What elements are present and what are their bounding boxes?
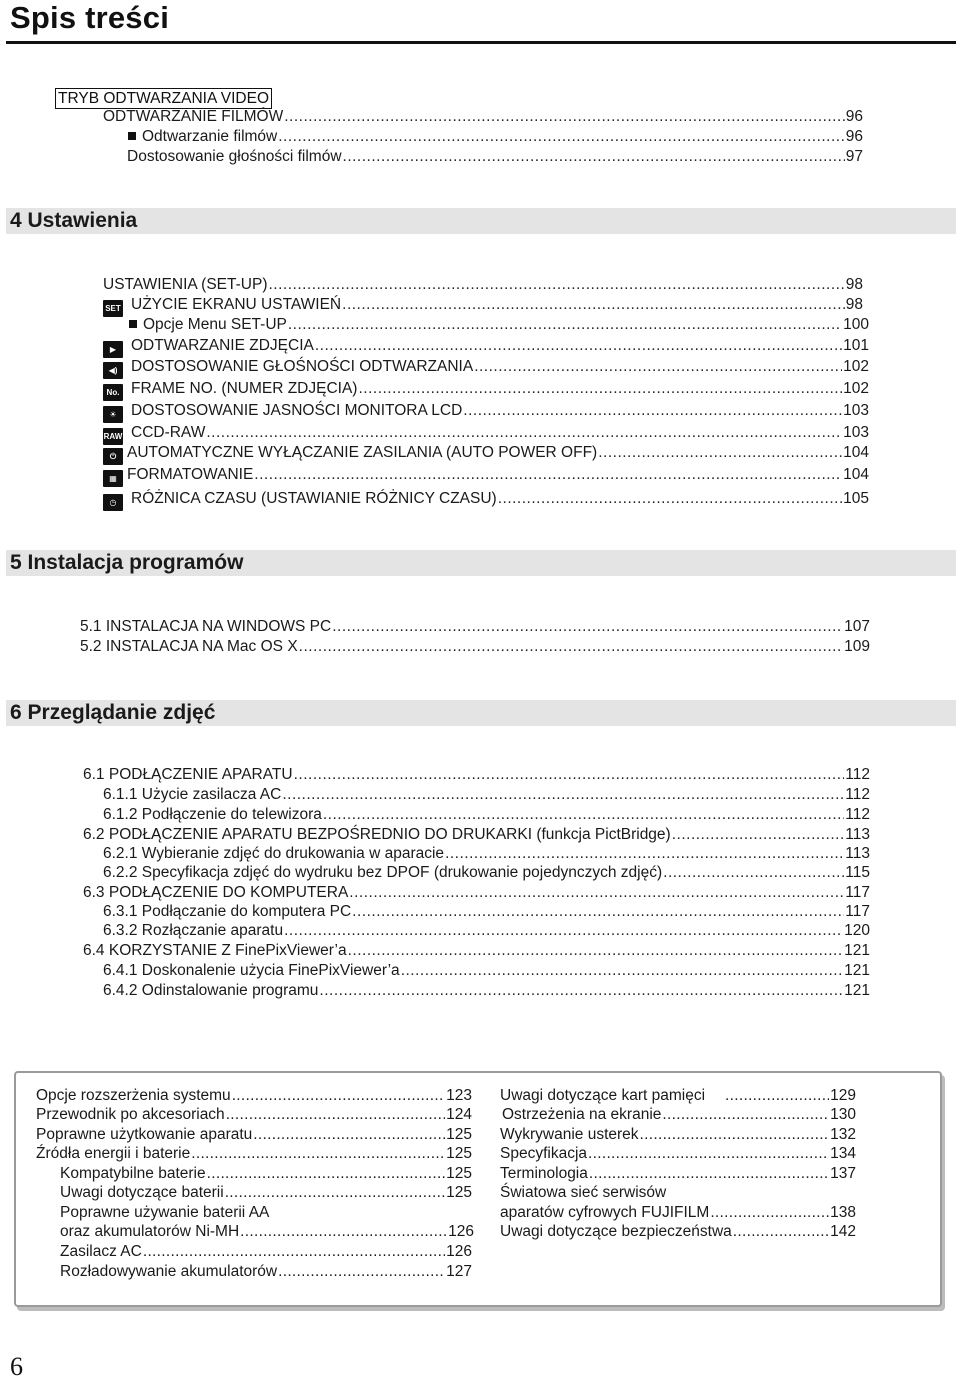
time-difference-icon: ◷ bbox=[103, 494, 123, 511]
toc-entry-page: 112 bbox=[845, 766, 870, 783]
appendix-box bbox=[14, 1071, 942, 1307]
appendix-entry-label: Wykrywanie usterek bbox=[500, 1126, 639, 1143]
title-divider bbox=[6, 41, 956, 44]
playback-icon: ▶ bbox=[103, 341, 123, 358]
leader-dots bbox=[498, 490, 842, 508]
appendix-entry-page: 137 bbox=[830, 1165, 856, 1182]
leader-dots bbox=[240, 1223, 447, 1241]
leader-dots bbox=[352, 903, 844, 921]
appendix-entry-label: Poprawne użytkowanie aparatu bbox=[36, 1126, 253, 1143]
toc-entry-label: 5.2 INSTALACJA NA Mac OS X bbox=[80, 638, 298, 655]
appendix-entry-label: aparatów cyfrowych FUJIFILM bbox=[500, 1204, 710, 1221]
appendix-entry-label: oraz akumulatorów Ni-MH bbox=[60, 1223, 240, 1240]
toc-entry-label: 5.1 INSTALACJA NA WINDOWS PC bbox=[80, 618, 332, 635]
toc-entry[interactable] bbox=[83, 884, 870, 904]
appendix-entry-page: 124 bbox=[446, 1106, 472, 1123]
leader-dots bbox=[343, 148, 845, 166]
appendix-entry[interactable] bbox=[36, 1106, 472, 1126]
appendix-entry-page: 132 bbox=[830, 1126, 856, 1143]
toc-entry-page: 97 bbox=[845, 148, 863, 165]
appendix-entry-page: 123 bbox=[446, 1087, 472, 1104]
leader-dots bbox=[315, 337, 842, 355]
leader-dots bbox=[348, 942, 844, 960]
toc-entry-label: CCD-RAW bbox=[131, 424, 206, 441]
toc-entry-page: 121 bbox=[844, 982, 870, 999]
toc-entry-page: 117 bbox=[845, 903, 870, 920]
toc-entry-label: 6.2 PODŁĄCZENIE APARATU BEZPOŚREDNIO DO DRUKARKI (funkcja PictBridge) bbox=[83, 826, 671, 843]
toc-entry[interactable] bbox=[103, 864, 870, 884]
toc-entry-page: 104 bbox=[843, 444, 869, 461]
toc-entry[interactable] bbox=[103, 380, 869, 400]
leader-dots bbox=[323, 806, 844, 824]
leader-dots bbox=[278, 128, 845, 146]
leader-dots bbox=[253, 1126, 445, 1144]
leader-dots bbox=[226, 1106, 445, 1124]
toc-entry[interactable] bbox=[83, 826, 870, 846]
frame-number-icon: No. bbox=[103, 384, 123, 401]
toc-entry[interactable] bbox=[103, 296, 863, 316]
toc-entry-label: Dostosowanie głośności filmów bbox=[127, 148, 342, 165]
appendix-entry[interactable] bbox=[60, 1263, 472, 1283]
section-4-bar bbox=[6, 208, 956, 234]
appendix-entry[interactable] bbox=[60, 1184, 472, 1204]
section-4-heading: 4 Ustawienia bbox=[10, 209, 138, 232]
page-title: Spis treści bbox=[10, 0, 170, 35]
toc-entry[interactable] bbox=[103, 806, 870, 826]
square-bullet-icon bbox=[128, 132, 136, 140]
toc-entry[interactable] bbox=[83, 942, 870, 962]
leader-dots bbox=[254, 466, 842, 484]
toc-entry-label: 6.2.2 Specyfikacja zdjęć do wydruku bez DPOF (drukowanie pojedynczych zdjęć) bbox=[103, 864, 663, 881]
appendix-entry-label: Zasilacz AC bbox=[60, 1243, 142, 1260]
toc-entry[interactable] bbox=[103, 108, 863, 128]
appendix-entry[interactable] bbox=[500, 1223, 856, 1243]
appendix-entry-label: Uwagi dotyczące baterii bbox=[60, 1184, 224, 1201]
leader-dots bbox=[284, 108, 845, 126]
leader-dots bbox=[463, 402, 842, 420]
toc-entry-page: 100 bbox=[843, 316, 869, 333]
appendix-entry[interactable] bbox=[36, 1087, 472, 1107]
toc-entry-label: 6.1.2 Podłączenie do telewizora bbox=[103, 806, 322, 823]
toc-entry-label: 6.4.2 Odinstalowanie programu bbox=[103, 982, 319, 999]
leader-dots bbox=[299, 638, 843, 656]
appendix-entry[interactable] bbox=[502, 1106, 856, 1126]
format-icon: ▦ bbox=[103, 470, 123, 487]
toc-entry-page: 96 bbox=[845, 128, 863, 145]
leader-dots bbox=[278, 1263, 445, 1281]
toc-entry[interactable] bbox=[103, 903, 870, 923]
toc-entry[interactable] bbox=[103, 845, 870, 865]
appendix-entry-label: Poprawne używanie baterii AA bbox=[60, 1204, 270, 1221]
appendix-entry-label: Ostrzeżenia na ekranie bbox=[502, 1106, 662, 1123]
toc-entry-page: 109 bbox=[844, 638, 870, 655]
appendix-entry-label: Specyfikacja bbox=[500, 1145, 588, 1162]
leader-dots bbox=[589, 1165, 829, 1183]
toc-entry-page: 96 bbox=[845, 108, 863, 125]
appendix-entry-page: 126 bbox=[446, 1243, 472, 1260]
toc-entry-label: 6.4.1 Doskonalenie użycia FinePixViewer’a bbox=[103, 962, 400, 979]
leader-dots bbox=[662, 1106, 829, 1124]
leader-dots bbox=[672, 826, 845, 844]
appendix-entry[interactable] bbox=[500, 1204, 856, 1224]
toc-entry-page: 102 bbox=[843, 358, 869, 375]
leader-dots bbox=[284, 922, 843, 940]
video-mode-header[interactable]: TRYB ODTWARZANIA VIDEO bbox=[55, 88, 272, 109]
toc-entry-page: 120 bbox=[844, 922, 870, 939]
appendix-entry[interactable] bbox=[60, 1223, 474, 1243]
appendix-entry[interactable] bbox=[36, 1145, 472, 1165]
toc-entry-label: 6.3 PODŁĄCZENIE DO KOMPUTERA bbox=[83, 884, 349, 901]
appendix-entry[interactable] bbox=[60, 1243, 472, 1263]
toc-entry-label: ODTWARZANIE ZDJĘCIA bbox=[131, 337, 314, 354]
leader-dots bbox=[332, 618, 843, 636]
toc-entry-page: 104 bbox=[843, 466, 869, 483]
toc-entry[interactable] bbox=[103, 962, 870, 982]
toc-entry-page: 117 bbox=[845, 884, 870, 901]
leader-dots bbox=[349, 884, 844, 902]
leader-dots bbox=[342, 296, 845, 314]
toc-entry-label: Opcje Menu SET-UP bbox=[143, 316, 287, 333]
toc-entry-page: 113 bbox=[845, 826, 870, 843]
toc-entry[interactable] bbox=[103, 490, 869, 510]
toc-entry-label: USTAWIENIA (SET-UP) bbox=[103, 276, 268, 293]
toc-entry-label: 6.2.1 Wybieranie zdjęć do drukowania w aparacie bbox=[103, 845, 445, 862]
toc-entry-label: DOSTOSOWANIE JASNOŚCI MONITORA LCD bbox=[131, 402, 463, 419]
toc-entry-label: FRAME NO. (NUMER ZDJĘCIA) bbox=[131, 380, 358, 397]
appendix-entry[interactable] bbox=[500, 1145, 856, 1165]
toc-entry[interactable] bbox=[103, 358, 869, 378]
setup-icon: SET bbox=[103, 300, 123, 317]
appendix-entry-page: 138 bbox=[830, 1204, 856, 1221]
volume-icon: ◀) bbox=[103, 362, 123, 379]
toc-entry-label: FORMATOWANIE bbox=[127, 466, 254, 483]
toc-entry-page: 105 bbox=[843, 490, 869, 507]
appendix-entry[interactable] bbox=[500, 1184, 856, 1204]
appendix-entry-page: 125 bbox=[446, 1126, 472, 1143]
leader-dots bbox=[288, 316, 842, 334]
appendix-entry-label: Opcje rozszerżenia systemu bbox=[36, 1087, 231, 1104]
appendix-entry-page: 125 bbox=[446, 1184, 472, 1201]
toc-entry-page: 112 bbox=[845, 786, 870, 803]
toc-entry-label: 6.1.1 Użycie zasilacza AC bbox=[103, 786, 282, 803]
leader-dots bbox=[282, 786, 844, 804]
appendix-entry-page: 130 bbox=[830, 1106, 856, 1123]
brightness-icon: ☀ bbox=[103, 406, 123, 423]
leader-dots bbox=[733, 1223, 829, 1241]
leader-dots bbox=[445, 845, 844, 863]
appendix-entry-label: Kompatybilne baterie bbox=[60, 1165, 206, 1182]
appendix-entry-label: Źródła energii i baterie bbox=[36, 1145, 191, 1162]
toc-entry-page: 115 bbox=[845, 864, 870, 881]
appendix-entry[interactable] bbox=[500, 1165, 856, 1185]
toc-entry-page: 98 bbox=[845, 296, 863, 313]
toc-entry[interactable] bbox=[80, 618, 870, 638]
toc-entry-label: RÓŻNICA CZASU (USTAWIANIE RÓŻNICY CZASU) bbox=[131, 490, 497, 507]
appendix-entry-page: 142 bbox=[830, 1223, 856, 1240]
appendix-entry-label: Uwagi dotyczące bezpieczeństwa bbox=[500, 1223, 732, 1240]
toc-entry-page: 103 bbox=[843, 402, 869, 419]
toc-entry[interactable] bbox=[80, 638, 870, 658]
appendix-entry[interactable] bbox=[500, 1126, 856, 1146]
leader-dots bbox=[319, 982, 843, 1000]
appendix-entry-label: Przewodnik po akcesoriach bbox=[36, 1106, 225, 1123]
toc-entry-page: 101 bbox=[843, 337, 869, 354]
appendix-entry-page: 127 bbox=[446, 1263, 472, 1280]
appendix-entry-label: Terminologia bbox=[500, 1165, 588, 1182]
page-number: 6 bbox=[10, 1352, 23, 1381]
toc-entry[interactable] bbox=[103, 466, 869, 486]
toc-entry-label: 6.3.2 Rozłączanie aparatu bbox=[103, 922, 284, 939]
toc-entry[interactable] bbox=[103, 786, 870, 806]
appendix-entry-label: Uwagi dotyczące kart pamięci bbox=[500, 1087, 706, 1104]
appendix-entry[interactable] bbox=[36, 1126, 472, 1146]
leader-dots bbox=[232, 1087, 445, 1105]
appendix-entry-page: 134 bbox=[830, 1145, 856, 1162]
leader-dots bbox=[225, 1184, 445, 1202]
leader-dots bbox=[474, 358, 842, 376]
toc-entry-label: DOSTOSOWANIE GŁOŚNOŚCI ODTWARZANIA bbox=[131, 358, 474, 375]
toc-entry[interactable] bbox=[128, 128, 863, 148]
toc-entry-page: 121 bbox=[844, 942, 870, 959]
toc-entry-page: 121 bbox=[844, 962, 870, 979]
leader-dots bbox=[663, 864, 844, 882]
toc-entry[interactable] bbox=[103, 424, 869, 444]
toc-entry-label: UŻYCIE EKRANU USTAWIEŃ bbox=[131, 296, 342, 313]
leader-dots bbox=[207, 1165, 446, 1183]
appendix-entry-page: 126 bbox=[448, 1223, 474, 1240]
leader-dots bbox=[710, 1204, 829, 1222]
leader-dots bbox=[598, 444, 842, 462]
raw-icon: RAW bbox=[103, 428, 123, 445]
square-bullet-icon bbox=[129, 320, 137, 328]
toc-entry-page: 107 bbox=[844, 618, 870, 635]
toc-entry-label: 6.3.1 Podłączanie do komputera PC bbox=[103, 903, 352, 920]
appendix-entry[interactable] bbox=[60, 1204, 472, 1224]
toc-entry[interactable] bbox=[83, 766, 870, 786]
toc-entry[interactable] bbox=[127, 148, 863, 168]
toc-entry-label: ODTWARZANIE FILMÓW bbox=[103, 108, 284, 125]
toc-entry[interactable] bbox=[103, 922, 870, 942]
toc-entry-page: 98 bbox=[845, 276, 863, 293]
toc-entry-label: 6.1 PODŁĄCZENIE APARATU bbox=[83, 766, 293, 783]
appendix-entry-page: 125 bbox=[446, 1145, 472, 1162]
toc-entry-page: 102 bbox=[843, 380, 869, 397]
toc-entry-page: 113 bbox=[845, 845, 870, 862]
leader-dots bbox=[725, 1087, 829, 1105]
appendix-entry[interactable] bbox=[500, 1087, 856, 1107]
section-6-heading: 6 Przeglądanie zdjęć bbox=[10, 701, 216, 724]
leader-dots bbox=[588, 1145, 829, 1163]
leader-dots bbox=[294, 766, 845, 784]
appendix-entry-label: Rozładowywanie akumulatorów bbox=[60, 1263, 278, 1280]
leader-dots bbox=[143, 1243, 445, 1261]
power-icon: ⏻ bbox=[103, 448, 123, 465]
leader-dots bbox=[206, 424, 842, 442]
toc-entry[interactable] bbox=[103, 982, 870, 1002]
leader-dots bbox=[401, 962, 843, 980]
leader-dots bbox=[358, 380, 842, 398]
appendix-entry[interactable] bbox=[60, 1165, 472, 1185]
toc-entry-label: AUTOMATYCZNE WYŁĄCZANIE ZASILANIA (AUTO POWER OFF) bbox=[127, 444, 598, 461]
toc-entry-label: Odtwarzanie filmów bbox=[142, 128, 278, 145]
appendix-entry-page: 125 bbox=[446, 1165, 472, 1182]
appendix-entry-label: Światowa sieć serwisów bbox=[500, 1184, 667, 1201]
leader-dots bbox=[268, 276, 844, 294]
section-5-heading: 5 Instalacja programów bbox=[10, 551, 244, 574]
toc-entry-page: 112 bbox=[845, 806, 870, 823]
leader-dots bbox=[191, 1145, 445, 1163]
toc-entry-label: 6.4 KORZYSTANIE Z FinePixViewer’a bbox=[83, 942, 347, 959]
toc-entry[interactable] bbox=[103, 402, 869, 422]
leader-dots bbox=[640, 1126, 830, 1144]
toc-entry-page: 103 bbox=[843, 424, 869, 441]
toc-entry[interactable] bbox=[103, 276, 863, 296]
toc-entry[interactable] bbox=[103, 444, 869, 464]
toc-entry[interactable] bbox=[103, 337, 869, 357]
appendix-entry-page: 129 bbox=[830, 1087, 856, 1104]
toc-entry[interactable] bbox=[129, 316, 869, 336]
